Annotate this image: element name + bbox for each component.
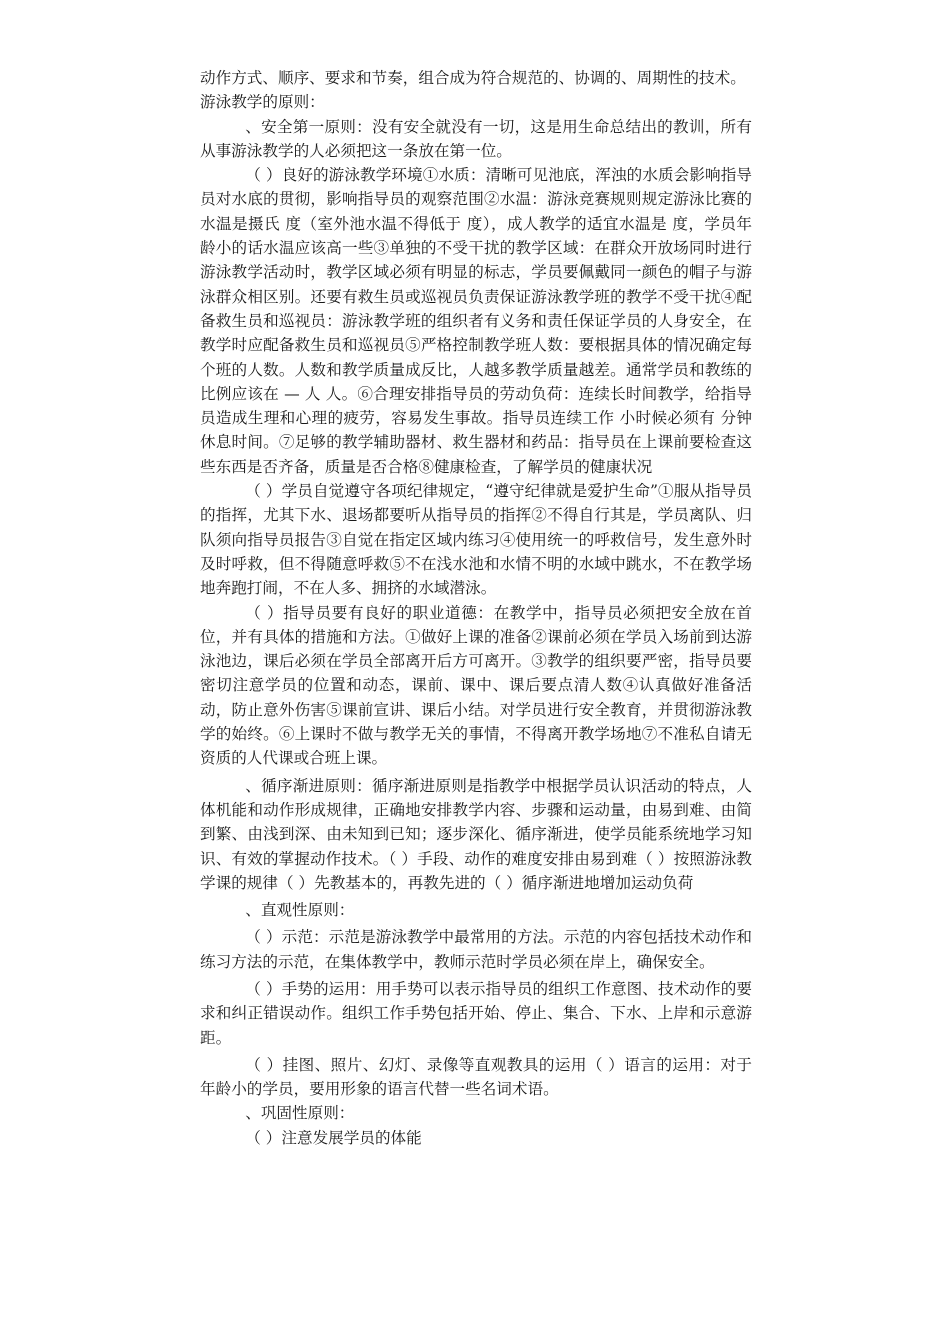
paragraph-instructor-ethics: （ ）指导员要有良好的职业道德：在教学中，指导员必须把安全放在首位，并有具体的措施和方法。①做好上课的准备②课前必须在学员入场前到达游泳池边，课后必须在学员全部离开后方可离开。③教学的组织要严密，指导员要密切注意学员的位置和动态，课前、课中、课后要点清人数④认真做好准备活动，防止意外伤害⑤课前宣讲、课后小结。对学员进行安全教育，并贯彻游泳教学的始终。⑥上课时不做与教学无关的事情，不得离开教学场地⑦不准私自请无资质的人代课或合班上课。 [200, 603, 752, 768]
paragraph-gestures: （ ）手势的运用：用手势可以表示指导员的组织工作意图、技术动作的要求和纠正错误动作。组织工作手势包括开始、停止、集合、下水、上岸和示意游距。 [200, 979, 752, 1047]
paragraph-physical-fitness: （ ）注意发展学员的体能 [245, 1128, 422, 1147]
document-body [200, 66, 752, 1150]
heading-visual-principle: 、直观性原则： [245, 901, 355, 920]
paragraph-gradual-progress: 、循序渐进原则：循序渐进原则是指教学中根据学员认识活动的特点，人体机能和动作形成规律，正确地安排教学内容、步骤和运动量，由易到难、由简到繁、由浅到深、由未知到已知；逐步深化、循序渐进，使学员能系统地学习知识、有效的掌握动作技术。（ ）手段、动作的难度安排由易到难（ ）按照游泳教学课的规律（ ）先教基本的，再教先进的（ ）循序渐进地增加运动负荷 [200, 776, 752, 892]
paragraph-safety-first: 、安全第一原则：没有安全就没有一切，这是用生命总结出的教训，所有从事游泳教学的人必须把这一条放在第一位。 [200, 117, 752, 160]
paragraph-teaching-environment: （ ）良好的游泳教学环境①水质：清晰可见池底，浑浊的水质会影响指导员对水底的贯彻，影响指导员的观察范围②水温：游泳竞赛规则规定游泳比赛的水温是摄氏 度（室外池水温不得低于 度），成人教学的适宜水温是 度，学员年龄小的话水温应该高一些③单独的不受干扰的教学区域：在群众开放场同时进行游泳教学活动时，教学区域必须有明显的标志，学员要佩戴同一颜色的帽子与游泳群众相区别。还要有救生员或巡视员负责保证游泳教学班的教学不受干扰④配备救生员和巡视员：游泳教学班的组织者有义务和责任保证学员的人身安全，在教学时应配备救生员和巡视员⑤严格控制教学班人数：要根据具体的情况确定每个班的人数。人数和教学质量成反比，人越多教学质量越差。通常学员和教练的比例应该在 — 人 人。⑥合理安排指导员的劳动负荷：连续长时间教学，给指导员造成生理和心理的疲劳，容易发生事故。指导员连续工作 小时候必须有 分钟休息时间。⑦足够的教学辅助器材、救生器材和药品：指导员在上课前要检查这些东西是否齐备，质量是否合格⑧健康检查，了解学员的健康状况 [200, 166, 752, 476]
paragraph-student-discipline: （ ）学员自觉遵守各项纪律规定，“遵守纪律就是爱护生命”①服从指导员的指挥，尤其下水、退场都要听从指导员的指挥②不得自行其是，学员离队、归队须向指导员报告③自觉在指定区域内练习④使用统一的呼救信号，发生意外时及时呼救，但不得随意呼救⑤不在浅水池和水情不明的水域中跳水，不在教学场地奔跑打闹，不在人多、拥挤的水域潜泳。 [200, 482, 752, 598]
paragraph-demonstration: （ ）示范：示范是游泳教学中最常用的方法。示范的内容包括技术动作和练习方法的示范，在集体教学中，教师示范时学员必须在岸上，确保安全。 [200, 928, 752, 971]
paragraph-technique-definition: 动作方式、顺序、要求和节奏，组合成为符合规范的、协调的、周期性的技术。 [200, 69, 746, 87]
heading-consolidation-principle: 、巩固性原则： [245, 1104, 355, 1123]
paragraph-visual-aids-language: （ ）挂图、照片、幻灯、录像等直观教具的运用（ ）语言的运用：对于年龄小的学员，要用形象的语言代替一些名词术语。 [200, 1055, 752, 1099]
heading-teaching-principles: 游泳教学的原则： [200, 93, 325, 112]
